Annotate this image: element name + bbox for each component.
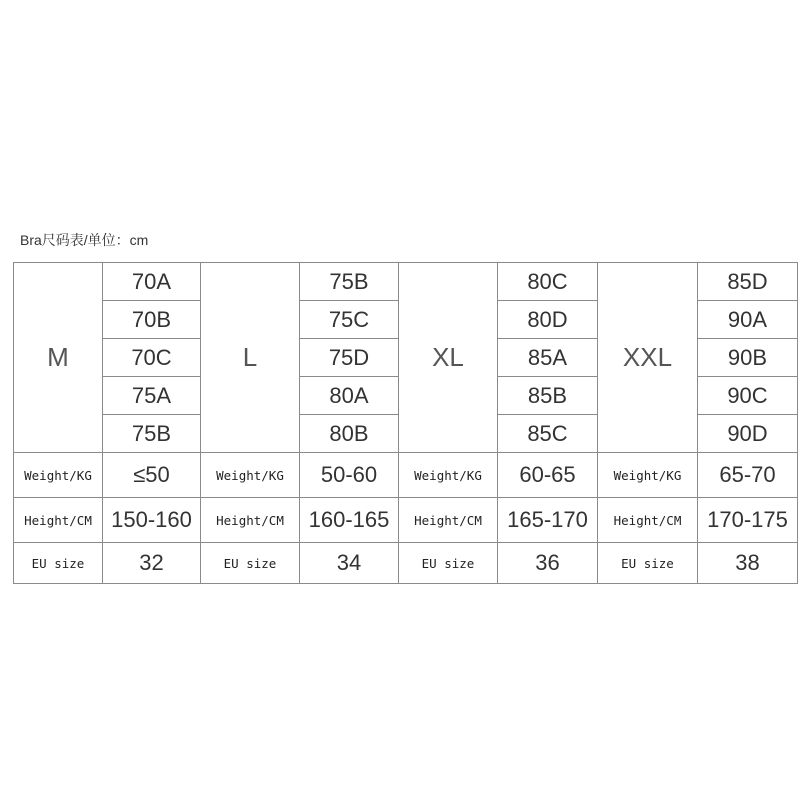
weight-value: 60-65: [498, 453, 598, 498]
size-xl-label: XL: [399, 263, 498, 453]
cup-cell: 85B: [498, 377, 598, 415]
weight-value: ≤50: [103, 453, 201, 498]
weight-value: 65-70: [698, 453, 798, 498]
cup-cell: 85A: [498, 339, 598, 377]
cup-cell: 90A: [698, 301, 798, 339]
cup-row-1: [14, 263, 798, 301]
height-row: [14, 498, 798, 543]
eu-size-label: EU size: [598, 543, 698, 584]
eu-size-value: 34: [300, 543, 399, 584]
height-value: 160-165: [300, 498, 399, 543]
eu-size-row: [14, 543, 798, 584]
cup-cell: 75B: [300, 263, 399, 301]
height-label: Height/CM: [598, 498, 698, 543]
cup-cell: 70B: [103, 301, 201, 339]
eu-size-value: 38: [698, 543, 798, 584]
cup-cell: 80B: [300, 415, 399, 453]
height-label: Height/CM: [14, 498, 103, 543]
weight-value: 50-60: [300, 453, 399, 498]
height-label: Height/CM: [399, 498, 498, 543]
height-label: Height/CM: [201, 498, 300, 543]
weight-row: [14, 453, 798, 498]
cup-cell: 70C: [103, 339, 201, 377]
cup-cell: 90D: [698, 415, 798, 453]
eu-size-label: EU size: [399, 543, 498, 584]
weight-label: Weight/KG: [598, 453, 698, 498]
weight-label: Weight/KG: [201, 453, 300, 498]
cup-cell: 75B: [103, 415, 201, 453]
weight-label: Weight/KG: [399, 453, 498, 498]
height-value: 170-175: [698, 498, 798, 543]
size-m-label: M: [14, 263, 103, 453]
eu-size-value: 36: [498, 543, 598, 584]
eu-size-label: EU size: [201, 543, 300, 584]
eu-size-label: EU size: [14, 543, 103, 584]
cup-cell: 90B: [698, 339, 798, 377]
cup-cell: 85D: [698, 263, 798, 301]
cup-cell: 75D: [300, 339, 399, 377]
eu-size-value: 32: [103, 543, 201, 584]
cup-cell: 75C: [300, 301, 399, 339]
bra-size-table: [13, 262, 798, 584]
table-caption: Bra尺码表/单位：cm: [20, 232, 149, 248]
cup-cell: 85C: [498, 415, 598, 453]
cup-cell: 80A: [300, 377, 399, 415]
weight-label: Weight/KG: [14, 453, 103, 498]
size-l-label: L: [201, 263, 300, 453]
cup-cell: 80D: [498, 301, 598, 339]
size-xxl-label: XXL: [598, 263, 698, 453]
cup-cell: 90C: [698, 377, 798, 415]
cup-cell: 70A: [103, 263, 201, 301]
height-value: 150-160: [103, 498, 201, 543]
cup-cell: 80C: [498, 263, 598, 301]
cup-cell: 75A: [103, 377, 201, 415]
height-value: 165-170: [498, 498, 598, 543]
